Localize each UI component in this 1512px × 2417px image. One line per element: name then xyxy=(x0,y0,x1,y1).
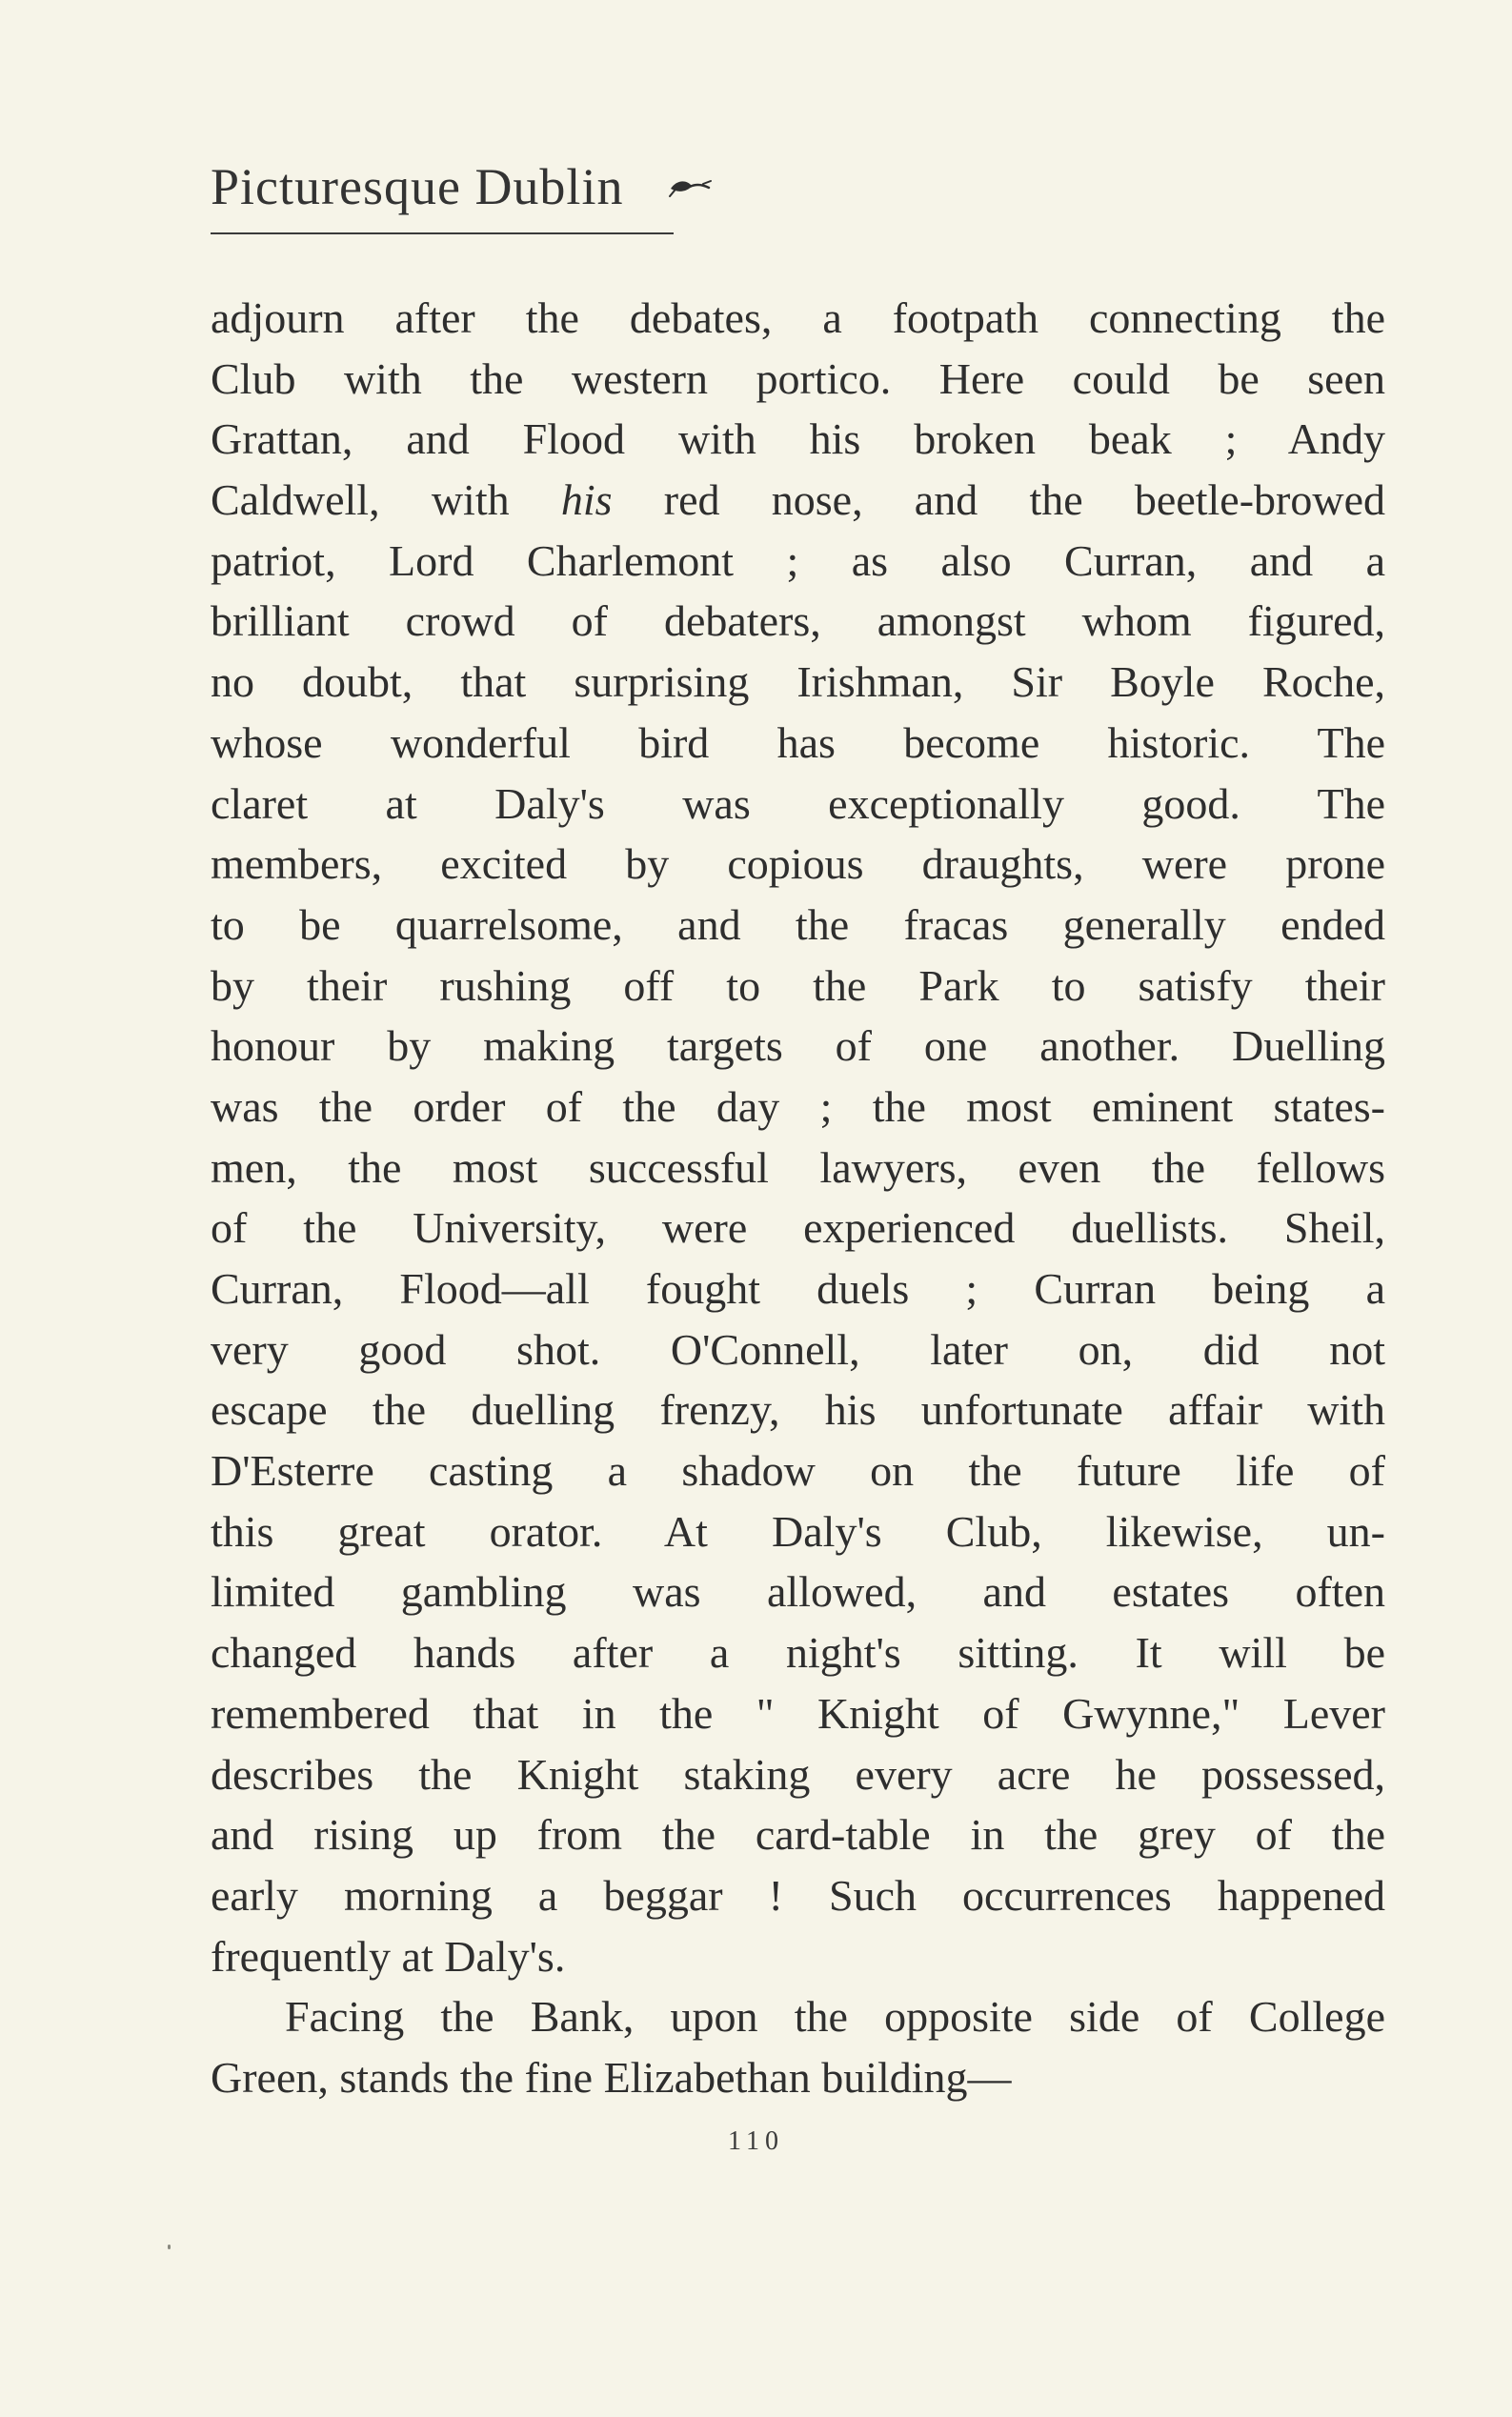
text-line: early morning a beggar ! Such occurrences happened xyxy=(211,1870,1385,1920)
text-line: adjourn after the debates, a footpath connecting the xyxy=(211,293,1385,342)
text-line: was the order of the day ; the most eminent states- xyxy=(211,1081,1385,1131)
text-line: D'Esterre casting a shadow on the future life of xyxy=(211,1446,1385,1496)
italic-word: his xyxy=(560,475,613,525)
text-line: escape the duelling frenzy, his unfortunate affair with xyxy=(211,1385,1385,1435)
text-line: Grattan, and Flood with his broken beak ; Andy xyxy=(211,414,1385,464)
text-fragment: red nose, and the beetle-browed xyxy=(612,475,1385,525)
text-line: of the University, were experienced duellists. Sheil, xyxy=(211,1203,1385,1253)
text-line: Curran, Flood—all fought duels ; Curran being a xyxy=(211,1264,1385,1313)
text-line: this great orator. At Daly's Club, likewise, un- xyxy=(211,1506,1385,1556)
text-line: honour by making targets of one another. Duelling xyxy=(211,1021,1385,1071)
text-line: frequently at Daly's. xyxy=(211,1931,566,1981)
text-line: limited gambling was allowed, and estates often xyxy=(211,1567,1385,1617)
text-line: by their rushing off to the Park to satisfy their xyxy=(211,960,1385,1010)
text-line: remembered that in the " Knight of Gwynne," Lever xyxy=(211,1688,1385,1738)
text-line: no doubt, that surprising Irishman, Sir Boyle Roche, xyxy=(211,657,1385,707)
text-line: brilliant crowd of debaters, amongst whom figured, xyxy=(211,596,1385,646)
text-line: whose wonderful bird has become historic. The xyxy=(211,717,1385,767)
header-rule xyxy=(211,232,674,234)
text-line: describes the Knight staking every acre he possessed, xyxy=(211,1749,1385,1799)
text-line: changed hands after a night's sitting. It will be xyxy=(211,1628,1385,1678)
text-line-italic-his xyxy=(211,470,1385,531)
text-line-paragraph-start: Facing the Bank, upon the opposite side of College xyxy=(285,1992,1385,2042)
paper-speck xyxy=(168,2245,171,2249)
text-fragment: Caldwell, with xyxy=(211,475,561,525)
text-line: Club with the western portico. Here could be seen xyxy=(211,353,1385,403)
text-line: very good shot. O'Connell, later on, did not xyxy=(211,1324,1385,1374)
hand-leaf-ornament-icon xyxy=(667,172,715,201)
text-line: claret at Daly's was exceptionally good. The xyxy=(211,778,1385,828)
text-line: men, the most successful lawyers, even the fellows xyxy=(211,1142,1385,1192)
text-line: and rising up from the card-table in the grey of the xyxy=(211,1810,1385,1860)
running-title: Picturesque Dublin xyxy=(211,158,624,215)
text-line: patriot, Lord Charlemont ; as also Curran, and a xyxy=(211,535,1385,585)
text-line: to be quarrelsome, and the fracas generally ended xyxy=(211,899,1385,949)
page-number: 110 xyxy=(728,2126,784,2156)
running-head xyxy=(211,157,715,216)
text-line: Green, stands the fine Elizabethan building— xyxy=(211,2052,1012,2102)
text-line: members, excited by copious draughts, were prone xyxy=(211,839,1385,889)
body-text xyxy=(211,288,1385,2108)
